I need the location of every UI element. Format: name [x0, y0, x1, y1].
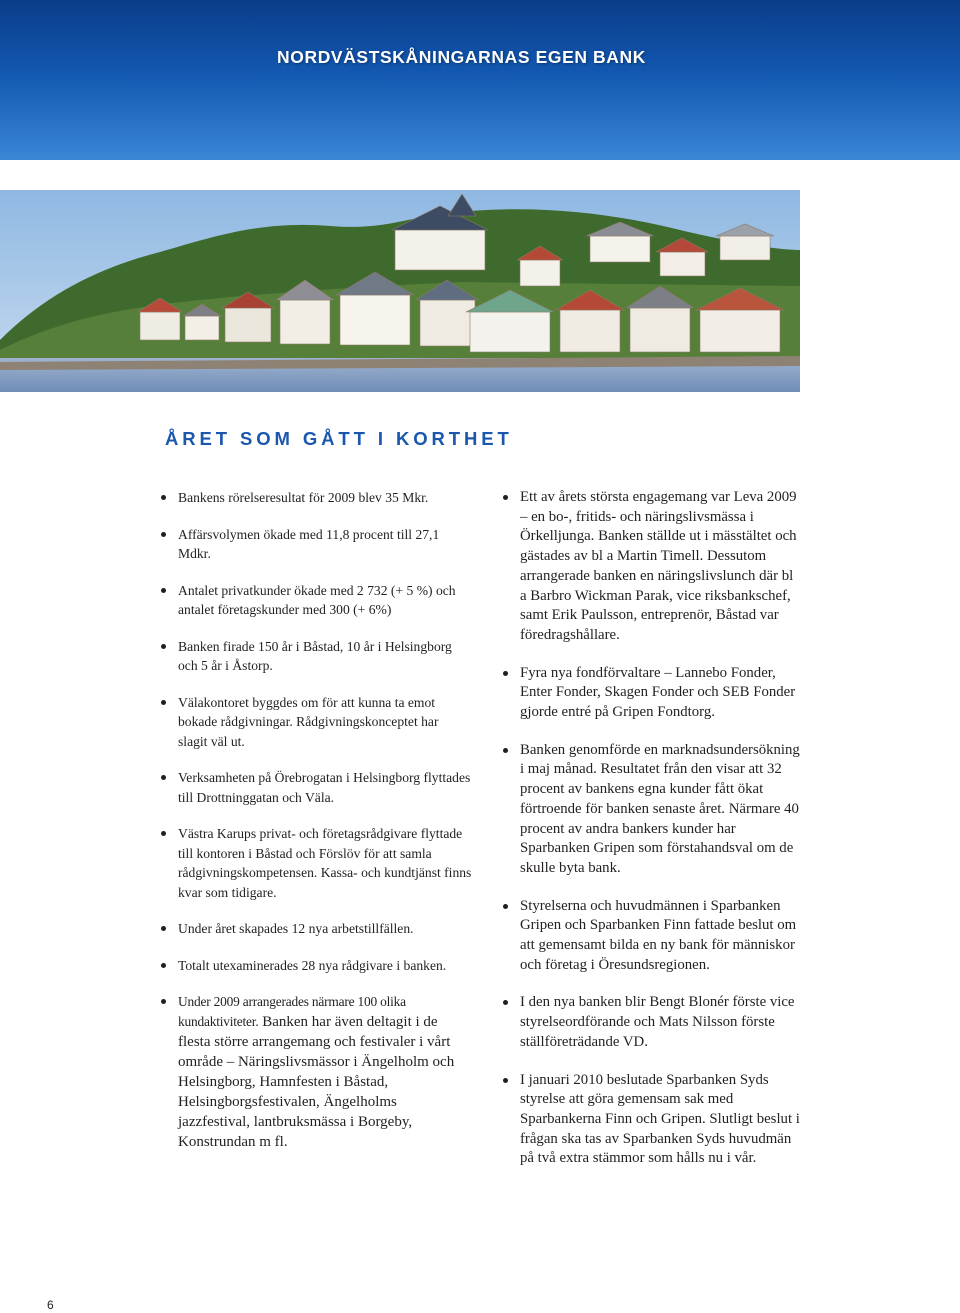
list-item	[502, 897, 802, 976]
header-title: NORDVÄSTSKÅNINGARNAS EGEN BANK	[277, 47, 646, 67]
list-item-text: I den nya banken blir Bengt Blonér förste vice styrelseordförande och Mats Nilsson förste ställföreträdande VD.	[520, 994, 795, 1050]
list-item-text: Banken genomförde en marknadsundersökning i maj månad. Resultatet från den visar att 32 procent av bankens egna kunder fått ökat förtroende för banken senaste året. Närmare 40 procent av andra bankers kunder har Sparbanken Gripen som förstahandsval om de skulle byta bank.	[520, 741, 800, 876]
section-title: ÅRET SOM GÅTT I KORTHET	[165, 428, 513, 449]
list-item	[502, 1071, 802, 1170]
list-item: Bankens rörelseresultat för 2009 blev 35 Mkr.	[160, 488, 470, 508]
list-item: Banken firade 150 år i Båstad, 10 år i Helsingborg och 5 år i Åstorp.	[160, 637, 468, 676]
list-item: Affärsvolymen ökade med 11,8 procent till 27,1 Mdkr.	[160, 525, 453, 564]
list-item-text: Fyra nya fondförvaltare – Lannebo Fonder, Enter Fonder, Skagen Fonder och SEB Fonder gjorde entré på Gripen Fondtorg.	[520, 664, 796, 721]
list-item-text: Styrelserna och huvudmännen i Sparbanken Gripen och Sparbanken Finn fattade beslut om att gemensamt bilda en ny bank för människor och företag i Öresundsregionen.	[520, 897, 797, 973]
right-column-list	[502, 488, 802, 1187]
coastal-village-photo-icon	[0, 190, 800, 392]
coastal-village-photo	[0, 190, 800, 392]
list-item	[502, 993, 802, 1052]
list-item-rest: Banken har även deltagit i de flesta större arrangemang och festivaler i vårt område – Näringslivsmässor i Ängelholm och Helsingborg, Hamnfesten i Båstad, Helsingborgsfestivalen, Ängelholms jazzfestival, lantbruksmässa i Borgeby, Konstrundan m fl.	[178, 1014, 455, 1150]
page-number: 6	[47, 1298, 54, 1312]
list-item: Välakontoret byggdes om för att kunna ta emot bokade rådgivningar. Rådgivningskonceptet har slagit väl ut.	[160, 693, 470, 752]
list-item: Verksamheten på Örebrogatan i Helsingborg flyttades till Drottninggatan och Väla.	[160, 768, 473, 807]
list-item: Antalet privatkunder ökade med 2 732 (+ 5 %) och antalet företagskunder med 300 (+ 6%)	[160, 581, 460, 620]
left-column-list	[160, 488, 470, 1169]
list-item	[160, 992, 470, 1152]
list-item: Totalt utexaminerades 28 nya rådgivare i banken.	[160, 956, 470, 976]
list-item	[502, 741, 802, 879]
list-item	[502, 488, 802, 646]
list-item: Västra Karups privat- och företagsrådgivare flyttade till kontoren i Båstad och Förslöv för att samla rådgivningskompetensen. Kassa- och kundtjänst finns kvar som tidigare.	[160, 824, 478, 902]
header-band	[0, 0, 960, 160]
list-item-text: Ett av årets största engagemang var Leva 2009 – en bo-, fritids- och näringslivsmässa i Örkelljunga. Banken ställde ut i mässtältet och gästades av bl a Martin Timell. Dessutom arrangerade banken en näringslivslunch där bl a Barbro Wickman Parak, vice riksbankschef, samt Erik Paulsson, entreprenör, Båstad var föredragshållare.	[520, 489, 797, 643]
list-item-lead: Under 2009 arrangerades närmare 100 olika kundaktiviteter.	[178, 994, 406, 1029]
list-item: Under året skapades 12 nya arbetstillfällen.	[160, 919, 470, 939]
list-item	[502, 664, 802, 723]
list-item-text: I januari 2010 beslutade Sparbanken Syds styrelse att göra gemensam sak med Sparbankerna Finn och Gripen. Slutligt beslut i frågan ska tas av Sparbanken Syds huvudmän på två extra stämmor som hålls nu i vår.	[520, 1071, 800, 1167]
